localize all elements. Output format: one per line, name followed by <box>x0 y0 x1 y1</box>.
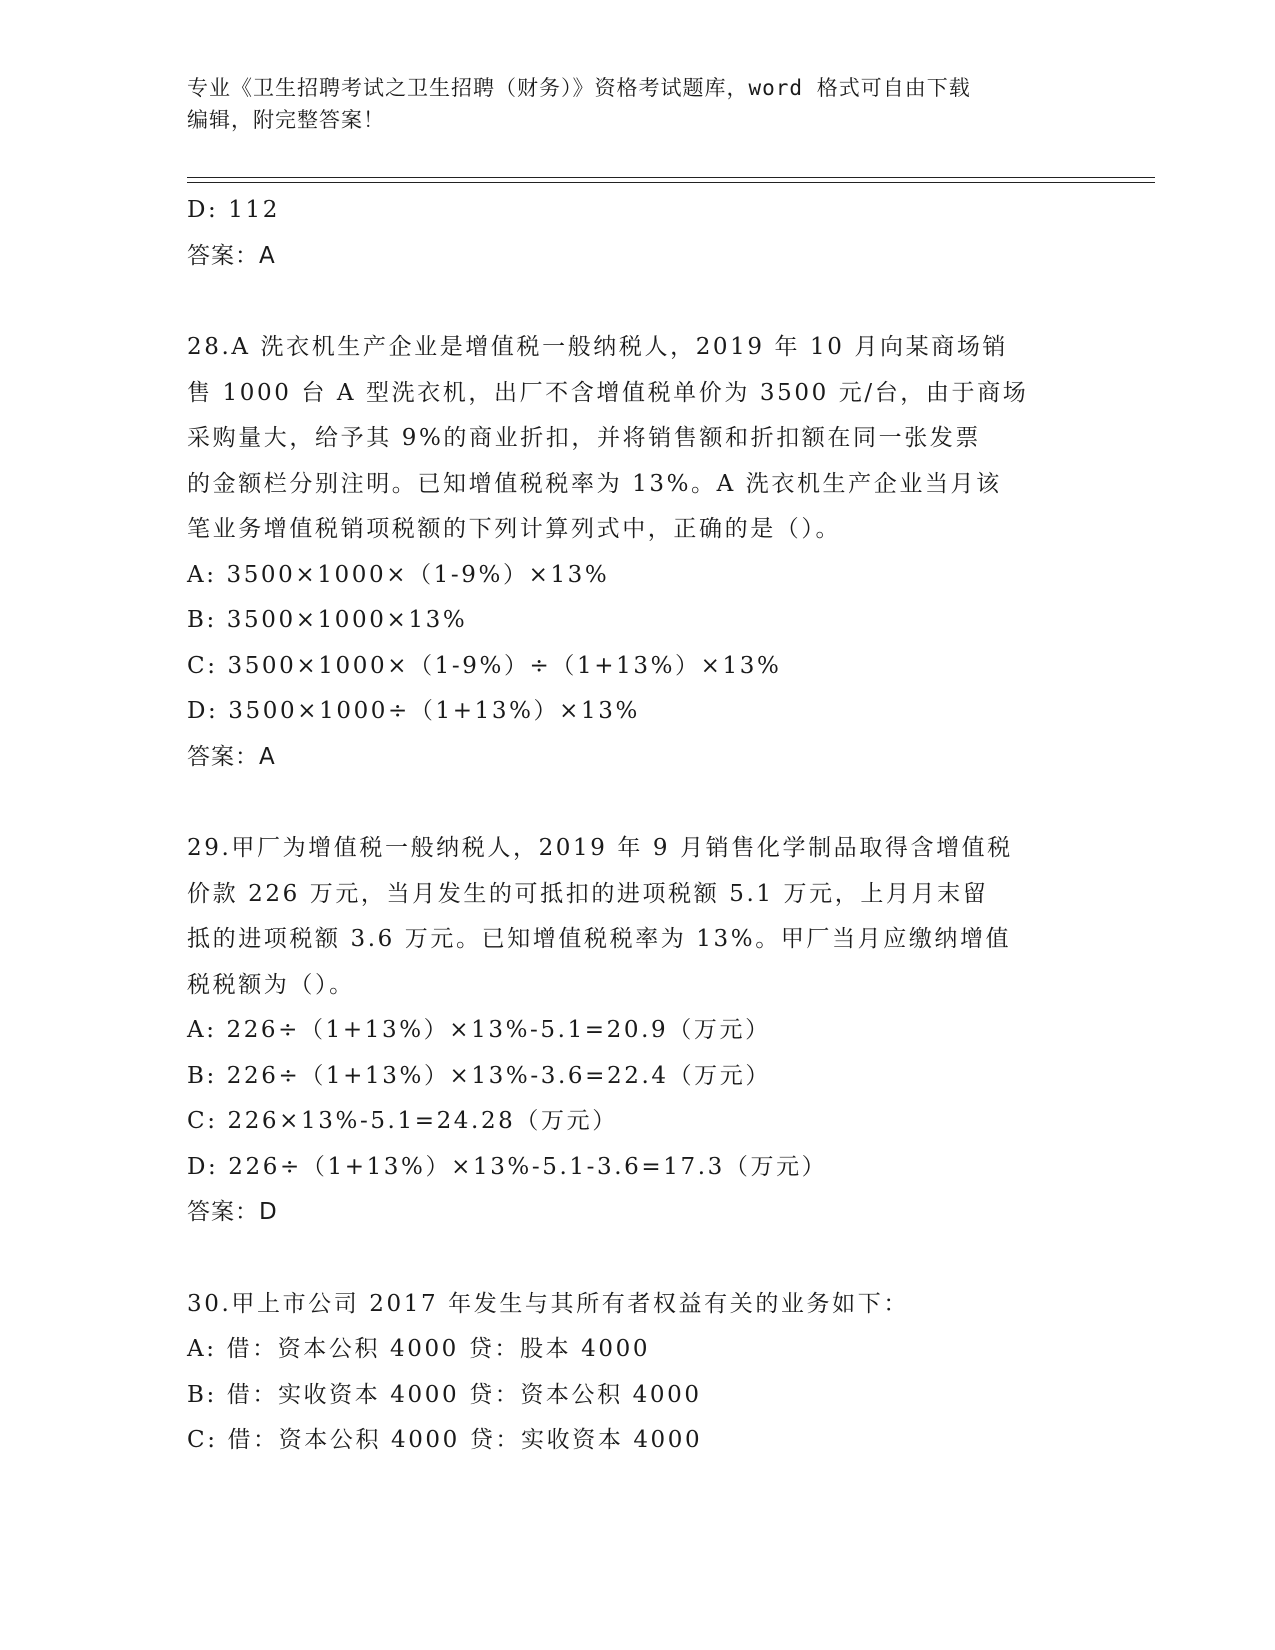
option-d: D: 226÷（1+13%）×13%-5.1-3.6=17.3（万元） <box>187 1153 828 1180</box>
option-b: B: 226÷（1+13%）×13%-3.6=22.4（万元） <box>187 1062 771 1089</box>
option-b: B: 3500×1000×13% <box>187 607 468 633</box>
spacer <box>187 1236 1087 1282</box>
option-a: A: 借：资本公积 4000 贷：股本 4000 <box>187 1336 651 1362</box>
option-d: D: 112 <box>187 197 281 223</box>
header-line-1: 专业《卫生招聘考试之卫生招聘（财务）》资格考试题库，word 格式可自由下载 <box>187 76 971 100</box>
header-divider-bottom <box>187 182 1155 183</box>
document-header <box>187 72 1087 136</box>
question-content <box>187 188 1087 1464</box>
question-27-tail <box>187 188 1087 279</box>
option-d: D: 3500×1000÷（1+13%）×13% <box>187 698 640 724</box>
question-stem-line: 抵的进项税额 3.6 万元。已知增值税税率为 13%。甲厂当月应缴纳增值 <box>187 926 1012 952</box>
option-c: C: 3500×1000×（1-9%）÷（1+13%）×13% <box>187 652 782 679</box>
question-stem-line: 售 1000 台 A 型洗衣机，出厂不含增值税单价为 3500 元/台，由于商场 <box>187 379 1029 406</box>
header-line-2: 编辑，附完整答案！ <box>187 108 385 132</box>
question-stem-line: 29.甲厂为增值税一般纳税人，2019 年 9 月销售化学制品取得含增值税 <box>187 835 1013 861</box>
question-stem-line: 笔业务增值税销项税额的下列计算列式中，正确的是（）。 <box>187 516 842 542</box>
question-stem-line: 28.A 洗衣机生产企业是增值税一般纳税人，2019 年 10 月向某商场销 <box>187 334 1009 360</box>
question-stem-line: 的金额栏分别注明。已知增值税税率为 13%。A 洗衣机生产企业当月该 <box>187 470 1002 497</box>
spacer <box>187 279 1087 325</box>
spacer <box>187 780 1087 826</box>
answer-line: 答案：D <box>187 1199 278 1225</box>
option-a: A: 226÷（1+13%）×13%-5.1=20.9（万元） <box>187 1017 771 1043</box>
question-stem-line: 30.甲上市公司 2017 年发生与其所有者权益有关的业务如下： <box>187 1290 909 1317</box>
answer-line: 答案：A <box>187 743 276 770</box>
answer-line: 答案：A <box>187 242 276 269</box>
question-stem-line: 税税额为（）。 <box>187 971 355 998</box>
option-b: B: 借：实收资本 4000 贷：资本公积 4000 <box>187 1381 702 1408</box>
question-28 <box>187 325 1087 780</box>
option-c: C: 226×13%-5.1=24.28（万元） <box>187 1108 618 1134</box>
question-stem-line: 价款 226 万元，当月发生的可抵扣的进项税额 5.1 万元，上月月末留 <box>187 880 989 907</box>
question-30 <box>187 1282 1087 1464</box>
header-divider-top <box>187 177 1155 178</box>
question-29 <box>187 826 1087 1236</box>
option-c: C: 借：资本公积 4000 贷：实收资本 4000 <box>187 1427 703 1453</box>
question-stem-line: 采购量大，给予其 9%的商业折扣，并将销售额和折扣额在同一张发票 <box>187 425 981 451</box>
option-a: A: 3500×1000×（1-9%）×13% <box>187 561 610 588</box>
